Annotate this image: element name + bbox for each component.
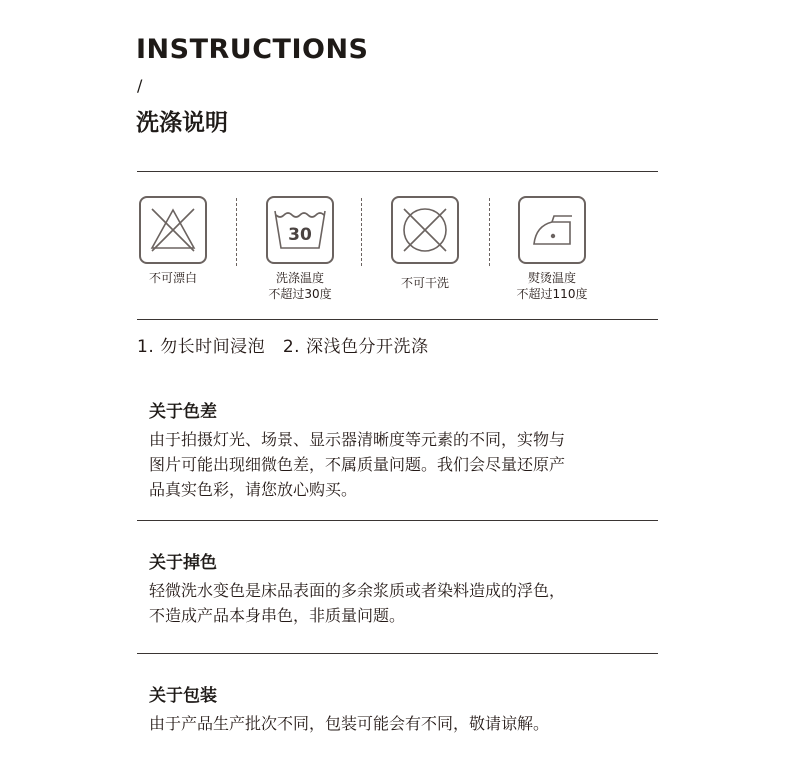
title-chinese: 洗涤说明 (136, 110, 228, 136)
no-dry-clean-icon (391, 196, 459, 264)
section-body-packaging: 由于产品生产批次不同，包装可能会有不同，敬请谅解。 (149, 714, 550, 733)
wash-temp-value: 30 (288, 225, 312, 245)
wash-temp-label: 洗涤温度 不超过30度 (268, 271, 332, 301)
icon-separator (361, 198, 362, 266)
section-title-packaging: 关于包装 (149, 686, 217, 706)
no-bleach-label: 不可漂白 (148, 271, 197, 285)
iron-icon (518, 196, 586, 264)
title-english: INSTRUCTIONS (136, 34, 369, 65)
title-separator: / (137, 76, 143, 95)
iron-temp-label: 熨烫温度 不超过110度 (516, 271, 588, 301)
wash-30-icon (266, 196, 334, 264)
wash-notes: 1. 勿长时间浸泡 2. 深浅色分开洗涤 (137, 337, 429, 357)
icon-separator (236, 198, 237, 266)
divider-section-1 (137, 520, 658, 521)
section-title-color-difference: 关于色差 (149, 402, 217, 422)
divider-top (137, 171, 658, 172)
divider-icons (137, 319, 658, 320)
section-body-color-difference: 由于拍摄灯光、场景、显示器清晰度等元素的不同，实物与 图片可能出现细微色差，不属质量问题。我们会尽量还原产 品真实色彩，请您放心购买。 (149, 430, 566, 499)
no-bleach-icon (139, 196, 207, 264)
icon-separator (489, 198, 490, 266)
section-title-fading: 关于掉色 (149, 553, 217, 573)
no-dry-clean-label: 不可干洗 (400, 276, 449, 290)
divider-section-2 (137, 653, 658, 654)
section-body-fading: 轻微洗水变色是床品表面的多余浆质或者染料造成的浮色， 不造成产品本身串色，非质量问题。 (149, 581, 566, 625)
